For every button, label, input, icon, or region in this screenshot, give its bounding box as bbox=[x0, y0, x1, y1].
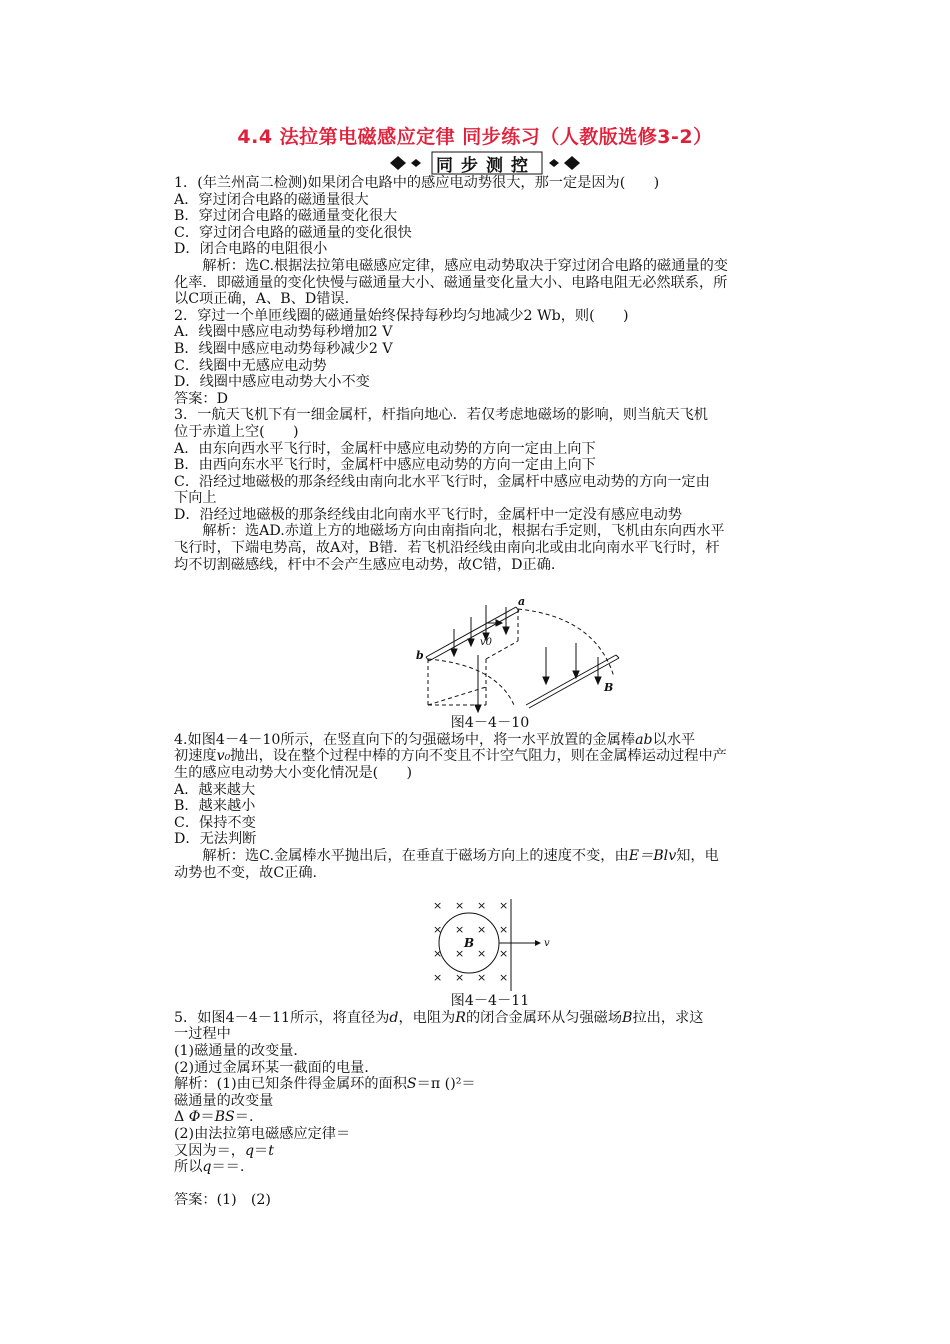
q4-option-a: A．越来越大 bbox=[174, 781, 256, 798]
svg-text:×: × bbox=[455, 899, 465, 913]
q4-option-b: B．越来越小 bbox=[174, 798, 256, 815]
q5-solution-line: (2)由法拉第电磁感应定律＝ bbox=[174, 1125, 351, 1142]
svg-text:×: × bbox=[455, 947, 465, 961]
q5-stem: 一过程中 bbox=[174, 1026, 231, 1043]
q5-answer: 答案：(1) (2) bbox=[174, 1191, 271, 1208]
fig11-label-B: B bbox=[464, 936, 475, 951]
q2-option-b: B．线圈中感应电动势每秒减少2 V bbox=[174, 340, 393, 357]
q3-stem: 位于赤道上空( ) bbox=[174, 423, 299, 440]
q1-option-d: D．闭合电路的电阻很小 bbox=[174, 241, 328, 258]
figure-4-4-11 bbox=[174, 895, 806, 993]
q5-solution-line: 又因为＝，q＝t bbox=[174, 1142, 274, 1159]
q1-option-c: C．穿过闭合电路的磁通量的变化很快 bbox=[174, 224, 412, 241]
q3-stem: 3．一航天飞机下有一细金属杆，杆指向地心．若仅考虑地磁场的影响，则当航天飞机 bbox=[174, 407, 708, 424]
svg-text:×: × bbox=[499, 923, 509, 937]
q1-stem: 1．(年兰州高二检测)如果闭合电路中的感应电动势很大，那一定是因为( ) bbox=[174, 175, 660, 191]
figure-caption: 图4－4－11 bbox=[450, 993, 530, 1010]
svg-text:×: × bbox=[433, 899, 443, 913]
q3-option-c: 下向上 bbox=[174, 490, 217, 507]
q4-solution-line: 动势也不变，故C正确. bbox=[174, 864, 318, 881]
q5-stem: 5．如图4－4－11所示，将直径为d，电阻为R的闭合金属环从匀强磁场B拉出，求这 bbox=[174, 1009, 704, 1026]
svg-text:×: × bbox=[433, 923, 443, 937]
q2-answer: 答案：D bbox=[174, 390, 228, 407]
svg-text:×: × bbox=[477, 947, 487, 961]
q1-option-a: A．穿过闭合电路的磁通量很大 bbox=[174, 191, 369, 208]
q4-option-d: D．无法判断 bbox=[174, 831, 257, 848]
svg-text:×: × bbox=[433, 947, 443, 961]
svg-text:×: × bbox=[499, 947, 509, 961]
q3-option-a: A．由东向西水平飞行时，金属杆中感应电动势的方向一定由上向下 bbox=[174, 440, 596, 457]
figure-caption: 图4－4－10 bbox=[450, 715, 530, 732]
q3-solution-line: 均不切割磁感线，杆中不会产生感应电动势，故C错，D正确. bbox=[174, 556, 556, 573]
section-banner bbox=[378, 151, 592, 175]
fig11-label-v: v bbox=[544, 938, 550, 950]
svg-text:×: × bbox=[433, 971, 443, 985]
q5-solution-line: 磁通量的改变量 bbox=[174, 1092, 274, 1109]
fig10-label-a: a bbox=[518, 595, 526, 609]
q2-option-c: C．线圈中无感应电动势 bbox=[174, 357, 327, 374]
q2-option-d: D．线圈中感应电动势大小不变 bbox=[174, 374, 370, 391]
q4-stem: 初速度v₀抛出，设在整个过程中棒的方向不变且不计空气阻力，则在金属棒运动过程中产 bbox=[174, 748, 727, 765]
svg-text:×: × bbox=[499, 899, 509, 913]
q1-solution-line: 化率．即磁通量的变化快慢与磁通量大小、磁通量变化量大小、电路电阻无必然联系，所 bbox=[174, 274, 728, 291]
q1-solution-line: 解析：选C.根据法拉第电磁感应定律，感应电动势取决于穿过闭合电路的磁通量的变 bbox=[174, 257, 728, 274]
svg-text:×: × bbox=[477, 923, 487, 937]
q3-option-c: C．沿经过地磁极的那条经线由南向北水平飞行时，金属杆中感应电动势的方向一定由 bbox=[174, 473, 710, 490]
q3-option-d: D．沿经过地磁极的那条经线由北向南水平飞行时，金属杆中一定没有感应电动势 bbox=[174, 506, 682, 523]
q3-solution-line: 飞行时，下端电势高，故A对，B错．若飞机沿经线由南向北或由北向南水平飞行时，杆 bbox=[174, 540, 720, 557]
svg-text:×: × bbox=[455, 971, 465, 985]
q4-stem: 4.如图4－4－10所示，在竖直向下的匀强磁场中，将一水平放置的金属棒ab以水平 bbox=[174, 731, 696, 748]
svg-text:×: × bbox=[455, 923, 465, 937]
figure-4-4-10 bbox=[174, 587, 806, 715]
q3-solution-line: 解析：选AD.赤道上方的地磁场方向由南指向北，根据右手定则，飞机由东向西水平 bbox=[174, 523, 725, 540]
banner-text: 同步测控 bbox=[436, 156, 536, 176]
fig10-label-v0: v0 bbox=[480, 637, 493, 649]
q4-solution-line: 解析：选C.金属棒水平抛出后，在垂直于磁场方向上的速度不变，由E＝Blv知，电 bbox=[174, 848, 719, 864]
svg-text:×: × bbox=[477, 971, 487, 985]
q5-solution-line: 解析：(1)由已知条件得金属环的面积S＝π ()²＝ bbox=[174, 1076, 476, 1093]
q1-option-b: B．穿过闭合电路的磁通量变化很大 bbox=[174, 208, 398, 225]
q5-part-1: (1)磁通量的改变量． bbox=[174, 1042, 308, 1059]
q5-part-2: (2)通过金属环某一截面的电量． bbox=[174, 1059, 379, 1076]
q4-stem: 生的感应电动势大小变化情况是( ) bbox=[174, 765, 413, 782]
q1-solution-line: 以C项正确，A、B、D错误. bbox=[174, 291, 350, 308]
fig10-label-B: B bbox=[604, 681, 614, 695]
q5-solution-line: Δ Φ＝BS＝. bbox=[174, 1109, 254, 1126]
exercise-content bbox=[174, 175, 806, 1208]
svg-text:×: × bbox=[499, 971, 509, 985]
q3-option-b: B．由西向东水平飞行时，金属杆中感应电动势的方向一定由上向下 bbox=[174, 457, 596, 474]
page-title: 4.4 法拉第电磁感应定律 同步练习（人教版选修3-2） bbox=[237, 126, 713, 148]
fig10-label-b: b bbox=[416, 649, 424, 663]
svg-text:×: × bbox=[477, 899, 487, 913]
q5-solution-line: 所以q＝＝. bbox=[174, 1159, 245, 1176]
q4-option-c: C．保持不变 bbox=[174, 814, 256, 831]
q2-stem: 2．穿过一个单匝线圈的磁通量始终保持每秒均匀地减少2 Wb，则( ) bbox=[174, 307, 629, 324]
q2-option-a: A．线圈中感应电动势每秒增加2 V bbox=[174, 324, 393, 341]
